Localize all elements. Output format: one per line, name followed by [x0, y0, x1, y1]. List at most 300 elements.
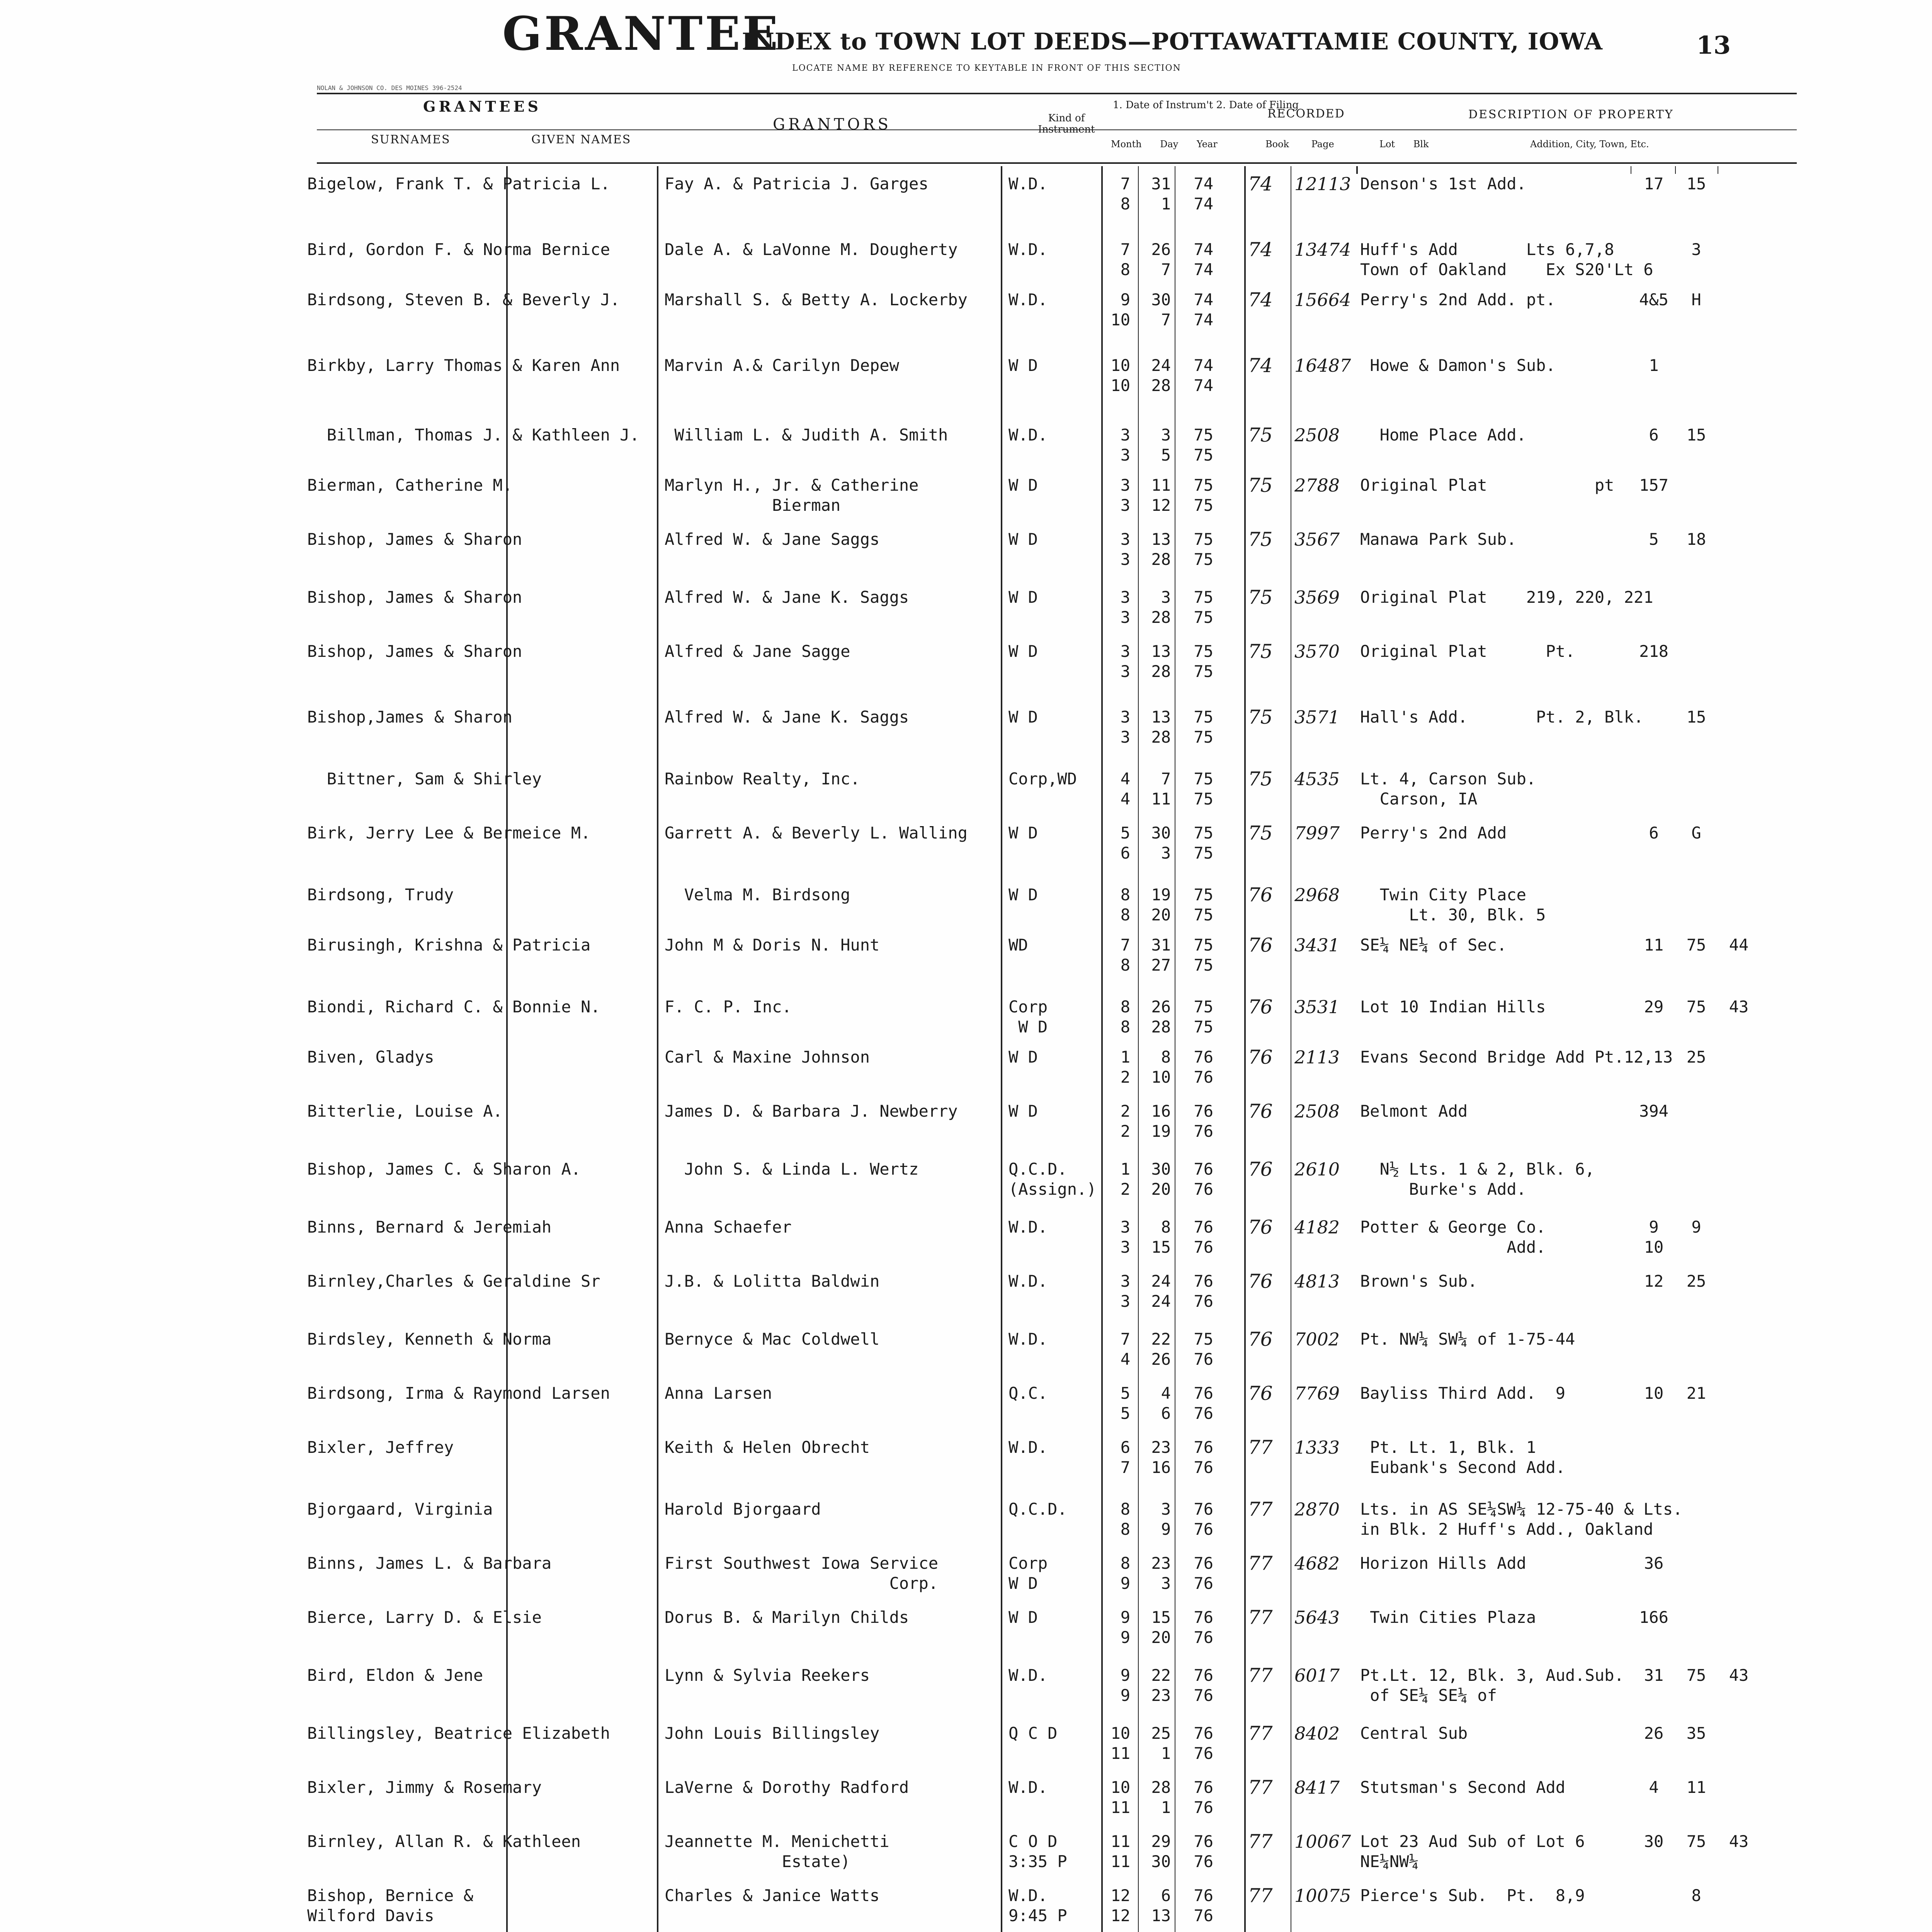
recorded-page: 3570 [1294, 641, 1932, 1932]
property-description: Lot 23 Aud Sub of Lot 6 NE¼NW¼ [1360, 1832, 1585, 1871]
recorded-page: 10075 [1294, 1886, 1932, 1932]
lot-number: 6 [1649, 823, 1659, 842]
month: 3 3 [1120, 588, 1130, 627]
lot-number: 10 [1644, 1384, 1664, 1403]
year: 76 76 [1194, 1048, 1213, 1087]
day: 7 11 [1151, 769, 1171, 808]
recorded-page: 2788 [1294, 475, 1932, 1932]
day: 31 1 [1151, 174, 1171, 213]
year: 75 75 [1194, 935, 1213, 975]
recorded-book: 75 [1248, 424, 1273, 446]
recorded-book: 76 [1248, 1046, 1273, 1068]
month: 3 3 [1120, 1218, 1130, 1257]
property-description: Original Plat pt [1360, 476, 1614, 495]
recorded-book: 75 [1248, 586, 1273, 609]
range-number: 44 [1729, 935, 1749, 954]
recorded-book: 74 [1248, 289, 1273, 311]
block-number: 75 [1686, 997, 1706, 1016]
grantee-name: Birnley,Charles & Geraldine Sr [307, 1272, 600, 1291]
day: 13 28 [1151, 530, 1171, 569]
page-number: 13 [1696, 31, 1731, 60]
instrument-kind: W D [1009, 530, 1038, 549]
recorded-book: 75 [1248, 768, 1273, 790]
day: 4 6 [1161, 1384, 1171, 1423]
year: 75 75 [1194, 530, 1213, 569]
instrument-kind: Q.C.D. [1009, 1500, 1067, 1519]
block-number: 75 [1686, 1666, 1706, 1685]
day: 3 28 [1151, 588, 1171, 627]
year: 74 74 [1194, 356, 1213, 395]
col-lot-blk: Lot Blk [1379, 139, 1429, 150]
month: 1 2 [1120, 1160, 1130, 1199]
month: 10 11 [1111, 1778, 1130, 1817]
recorded-book: 77 [1248, 1722, 1273, 1745]
lot-number: 11 [1644, 935, 1664, 954]
table-row [0, 475, 1932, 522]
property-description: Lot 10 Indian Hills [1360, 997, 1546, 1016]
block-number: 25 [1686, 1048, 1706, 1066]
grantee-name: Bierce, Larry D. & Elsie [307, 1608, 542, 1627]
grantor-name: Bernyce & Mac Coldwell [665, 1330, 880, 1349]
month: 3 3 [1120, 707, 1130, 747]
month: 5 6 [1120, 823, 1130, 862]
recorded-page: 6017 [1294, 1665, 1932, 1932]
recorded-page: 7769 [1294, 1383, 1932, 1932]
recorded-page: 3569 [1294, 587, 1932, 1932]
property-description: Horizon Hills Add [1360, 1554, 1526, 1573]
recorded-page: 5643 [1294, 1607, 1932, 1932]
table-row [0, 1329, 1932, 1376]
year: 76 76 [1194, 1778, 1213, 1817]
recorded-page: 4182 [1294, 1217, 1932, 1932]
property-description: Howe & Damon's Sub. [1360, 356, 1556, 375]
recorded-book: 76 [1248, 1382, 1273, 1405]
recorded-book: 75 [1248, 474, 1273, 497]
recorded-page: 2508 [1294, 425, 1932, 1932]
day: 13 28 [1151, 642, 1171, 681]
property-description: Lt. 4, Carson Sub. Carson, IA [1360, 769, 1536, 808]
lot-number: 12 [1644, 1272, 1664, 1291]
block-number: 11 [1686, 1778, 1706, 1797]
grantor-name: Rainbow Realty, Inc. [665, 769, 860, 788]
day: 22 26 [1151, 1330, 1171, 1369]
col-grantees: GRANTEES [423, 98, 541, 115]
table-row [0, 1886, 1932, 1932]
property-description: Potter & George Co. Add. [1360, 1218, 1546, 1257]
grantee-name: Billman, Thomas J. & Kathleen J. [307, 425, 639, 444]
grantor-name: James D. & Barbara J. Newberry [665, 1102, 958, 1121]
recorded-book: 76 [1248, 934, 1273, 956]
col-description: DESCRIPTION OF PROPERTY [1468, 108, 1674, 121]
grantor-name: Fay A. & Patricia J. Garges [665, 174, 929, 193]
year: 76 76 [1194, 1218, 1213, 1257]
table-row [0, 935, 1932, 981]
printer-imprint: NOLAN & JOHNSON CO. DES MOINES 396-2524 [317, 84, 462, 92]
recorded-book: 77 [1248, 1664, 1273, 1687]
grantor-name: John Louis Billingsley [665, 1724, 880, 1743]
grantee-name: Binns, Bernard & Jeremiah [307, 1218, 552, 1236]
grantor-name: Marshall S. & Betty A. Lockerby [665, 290, 968, 309]
index-subtitle: INDEX to TOWN LOT DEEDS—POTTAWATTAMIE COUNTY, IOWA [742, 28, 1603, 55]
lot-number: 36 [1644, 1554, 1664, 1573]
grantor-name: Marlyn H., Jr. & Catherine Bierman [665, 476, 919, 515]
grantee-name: Bixler, Jeffrey [307, 1438, 454, 1457]
day: 30 20 [1151, 1160, 1171, 1199]
month: 8 9 [1120, 1554, 1130, 1593]
table-row [0, 1832, 1932, 1878]
grantee-name: Bird, Gordon F. & Norma Bernice [307, 240, 610, 259]
recorded-page: 7002 [1294, 1329, 1932, 1932]
month: 1 2 [1120, 1048, 1130, 1087]
year: 75 75 [1194, 588, 1213, 627]
table-row [0, 1723, 1932, 1770]
day: 26 7 [1151, 240, 1171, 279]
table-row [0, 529, 1932, 576]
instrument-kind: W D [1009, 885, 1038, 904]
grantor-name: Lynn & Sylvia Reekers [665, 1666, 870, 1685]
instrument-kind: C O D 3:35 P [1009, 1832, 1067, 1871]
table-row [0, 355, 1932, 402]
day: 24 28 [1151, 356, 1171, 395]
table-row [0, 1553, 1932, 1600]
property-description: Pt.Lt. 12, Blk. 3, Aud.Sub. of SE¼ SE¼ of [1360, 1666, 1624, 1705]
recorded-book: 74 [1248, 173, 1273, 195]
day: 6 13 [1151, 1886, 1171, 1925]
lot-number: 1 [1649, 356, 1659, 375]
block-number: 75 [1686, 1832, 1706, 1851]
property-description: Twin City Place Lt. 30, Blk. 5 [1379, 885, 1546, 924]
table-row [0, 1383, 1932, 1430]
lot-number: 9 10 [1644, 1218, 1664, 1257]
year: 76 76 [1194, 1272, 1213, 1311]
range-number: 43 [1729, 997, 1749, 1016]
lot-number: 157 [1639, 476, 1668, 495]
grantee-name: Bitterlie, Louise A. [307, 1102, 503, 1121]
table-row [0, 174, 1932, 220]
col-book-page: Book Page [1265, 139, 1334, 150]
grantee-name: Birdsong, Trudy [307, 885, 454, 904]
month: 10 11 [1111, 1724, 1130, 1763]
instrument-kind: W.D. [1009, 1438, 1048, 1457]
instrument-kind: W D [1009, 476, 1038, 495]
table-row [0, 425, 1932, 471]
month: 10 10 [1111, 356, 1130, 395]
block-number: 21 [1686, 1384, 1706, 1403]
block-number: G [1691, 823, 1701, 842]
month: 5 5 [1120, 1384, 1130, 1423]
year: 75 75 [1194, 769, 1213, 808]
recorded-book: 77 [1248, 1830, 1273, 1853]
block-number: 15 [1686, 425, 1706, 444]
month: 3 3 [1120, 476, 1130, 515]
col-surnames: SURNAMES [371, 133, 451, 146]
month: 3 3 [1120, 1272, 1130, 1311]
recorded-page: 2968 [1294, 885, 1932, 1932]
property-description: Home Place Add. [1360, 425, 1526, 444]
property-description: Pt. NW¼ SW¼ of 1-75-44 [1360, 1330, 1575, 1349]
range-number: 43 [1729, 1832, 1749, 1851]
grantor-name: Anna Larsen [665, 1384, 772, 1403]
index-title: GRANTEE [502, 7, 781, 61]
property-description: Brown's Sub. [1360, 1272, 1478, 1291]
lot-number: 394 [1639, 1102, 1668, 1121]
year: 76 76 [1194, 1554, 1213, 1593]
grantor-name: Alfred & Jane Sagge [665, 642, 850, 661]
block-number: 15 [1686, 707, 1706, 726]
recorded-book: 76 [1248, 1328, 1273, 1350]
grantee-name: Biven, Gladys [307, 1048, 434, 1066]
day: 25 1 [1151, 1724, 1171, 1763]
grantee-name: Birdsley, Kenneth & Norma [307, 1330, 552, 1349]
recorded-book: 74 [1248, 354, 1273, 377]
table-row [0, 240, 1932, 286]
lot-number: 4&5 [1639, 290, 1668, 309]
recorded-page: 3571 [1294, 707, 1932, 1932]
recorded-book: 77 [1248, 1606, 1273, 1629]
month: 3 3 [1120, 425, 1130, 464]
year: 75 75 [1194, 425, 1213, 464]
recorded-page: 3531 [1294, 997, 1932, 1932]
rule-mid [317, 129, 1797, 130]
grantor-name: Keith & Helen Obrecht [665, 1438, 870, 1457]
lot-number: 31 [1644, 1666, 1664, 1685]
lot-number: 166 [1639, 1608, 1668, 1627]
recorded-page: 2113 [1294, 1047, 1932, 1932]
recorded-page: 3431 [1294, 935, 1932, 1932]
month: 4 4 [1120, 769, 1130, 808]
lot-number: 26 [1644, 1724, 1664, 1743]
locate-instructions: LOCATE NAME BY REFERENCE TO KEYTABLE IN FRONT OF THIS SECTION [792, 63, 1181, 73]
property-description: Stutsman's Second Add [1360, 1778, 1566, 1797]
year: 74 74 [1194, 174, 1213, 213]
lot-number: 30 [1644, 1832, 1664, 1851]
year: 75 76 [1194, 1330, 1213, 1369]
day: 13 28 [1151, 707, 1171, 747]
day: 19 20 [1151, 885, 1171, 924]
table-row [0, 823, 1932, 869]
grantee-name: Birdsong, Steven B. & Beverly J. [307, 290, 620, 309]
recorded-book: 77 [1248, 1776, 1273, 1799]
block-number: 75 [1686, 935, 1706, 954]
year: 76 76 [1194, 1886, 1213, 1925]
property-description: Manawa Park Sub. [1360, 530, 1517, 549]
grantee-name: Bishop, James & Sharon [307, 642, 522, 661]
property-description: Pierce's Sub. Pt. 8,9 [1360, 1886, 1585, 1905]
day: 24 24 [1151, 1272, 1171, 1311]
block-number: 3 [1691, 240, 1701, 259]
month: 2 2 [1120, 1102, 1130, 1141]
table-row [0, 1607, 1932, 1654]
property-description: Lts. in AS SE¼SW¼ 12-75-40 & Lts. in Blk. 2 Huff's Add., Oakland [1360, 1500, 1683, 1539]
grantee-name: Bjorgaard, Virginia [307, 1500, 493, 1519]
table-row [0, 641, 1932, 688]
property-description: Bayliss Third Add. 9 [1360, 1384, 1566, 1403]
col-given-names: GIVEN NAMES [531, 133, 631, 146]
recorded-page: 2508 [1294, 1101, 1932, 1932]
recorded-book: 77 [1248, 1552, 1273, 1575]
grantee-name: Bigelow, Frank T. & Patricia L. [307, 174, 610, 193]
recorded-page: 7997 [1294, 823, 1932, 1932]
month: 11 11 [1111, 1832, 1130, 1871]
instrument-kind: Q.C. [1009, 1384, 1048, 1403]
property-description: Original Plat Pt. [1360, 642, 1575, 661]
grantor-name: Dorus B. & Marilyn Childs [665, 1608, 909, 1627]
grantee-name: Bird, Eldon & Jene [307, 1666, 483, 1685]
instrument-kind: W D [1009, 1608, 1038, 1627]
instrument-kind: W D [1009, 707, 1038, 726]
recorded-book: 76 [1248, 1158, 1273, 1180]
year: 75 75 [1194, 642, 1213, 681]
recorded-book: 75 [1248, 706, 1273, 728]
table-row [0, 1777, 1932, 1824]
grantee-name: Birdsong, Irma & Raymond Larsen [307, 1384, 610, 1403]
property-description: N½ Lts. 1 & 2, Blk. 6, Burke's Add. [1379, 1160, 1595, 1199]
month: 8 8 [1120, 885, 1130, 924]
instrument-kind: WD [1009, 935, 1028, 954]
day: 16 19 [1151, 1102, 1171, 1141]
instrument-kind: W.D. [1009, 174, 1048, 193]
recorded-book: 75 [1248, 528, 1273, 551]
grantee-name: Bierman, Catherine M. [307, 476, 513, 495]
month: 8 8 [1120, 1500, 1130, 1539]
grantor-name: Anna Schaefer [665, 1218, 792, 1236]
recorded-page: 4682 [1294, 1553, 1932, 1932]
recorded-book: 77 [1248, 1436, 1273, 1459]
month: 7 8 [1120, 240, 1130, 279]
recorded-page: 13474 [1294, 240, 1932, 1932]
day: 3 5 [1161, 425, 1171, 464]
instrument-kind: Corp W D [1009, 997, 1048, 1036]
instrument-kind: W D [1009, 1048, 1038, 1066]
recorded-page: 3567 [1294, 529, 1932, 1932]
instrument-kind: W.D. 9:45 P [1009, 1886, 1067, 1925]
table-row [0, 769, 1932, 815]
instrument-kind: W.D. [1009, 1272, 1048, 1291]
property-description: Denson's 1st Add. [1360, 174, 1526, 193]
recorded-book: 74 [1248, 238, 1273, 261]
property-description: Twin Cities Plaza [1360, 1608, 1536, 1627]
col-month-day-year: Month Day Year [1111, 139, 1218, 150]
day: 30 3 [1151, 823, 1171, 862]
recorded-book: 77 [1248, 1498, 1273, 1520]
day: 3 9 [1161, 1500, 1171, 1539]
grantor-name: Alfred W. & Jane K. Saggs [665, 588, 909, 607]
grantor-name: Charles & Janice Watts [665, 1886, 880, 1905]
table-row [0, 587, 1932, 634]
month: 7 4 [1120, 1330, 1130, 1369]
grantor-name: Harold Bjorgaard [665, 1500, 821, 1519]
month: 9 9 [1120, 1666, 1130, 1705]
day: 30 7 [1151, 290, 1171, 329]
grantee-name: Birnley, Allan R. & Kathleen [307, 1832, 581, 1851]
instrument-kind: W D [1009, 642, 1038, 661]
recorded-book: 77 [1248, 1884, 1273, 1907]
month: 6 7 [1120, 1438, 1130, 1477]
lot-number: 218 [1639, 642, 1668, 661]
col-kind: Kind of Instrument [1038, 112, 1095, 135]
grantee-name: Bishop, Bernice & Wilford Davis [307, 1886, 473, 1925]
table-row [0, 1499, 1932, 1546]
year: 75 75 [1194, 997, 1213, 1036]
col-grantors: GRANTORS [773, 116, 891, 133]
property-description: Pt. Lt. 1, Blk. 1 Eubank's Second Add. [1370, 1438, 1566, 1477]
recorded-book: 75 [1248, 822, 1273, 844]
instrument-kind: W D [1009, 823, 1038, 842]
instrument-kind: W.D. [1009, 1778, 1048, 1797]
grantee-name: Biondi, Richard C. & Bonnie N. [307, 997, 600, 1016]
year: 76 76 [1194, 1724, 1213, 1763]
year: 75 75 [1194, 885, 1213, 924]
lot-number: 6 [1649, 425, 1659, 444]
property-description: Huff's Add Lts 6,7,8 Town of Oakland Ex S20'Lt 6 [1360, 240, 1653, 279]
day: 15 20 [1151, 1608, 1171, 1647]
year: 76 76 [1194, 1500, 1213, 1539]
recorded-page: 1333 [1294, 1437, 1932, 1932]
year: 75 75 [1194, 707, 1213, 747]
recorded-book: 76 [1248, 884, 1273, 906]
grantor-name: Carl & Maxine Johnson [665, 1048, 870, 1066]
year: 76 76 [1194, 1438, 1213, 1477]
block-number: 9 [1691, 1218, 1701, 1236]
instrument-kind: W.D. [1009, 1218, 1048, 1236]
recorded-page: 8402 [1294, 1723, 1932, 1932]
recorded-page: 4813 [1294, 1271, 1932, 1932]
month: 7 8 [1120, 174, 1130, 213]
instrument-kind: W D [1009, 356, 1038, 375]
block-number: H [1691, 290, 1701, 309]
month: 8 8 [1120, 997, 1130, 1036]
day: 8 15 [1151, 1218, 1171, 1257]
grantor-name: John S. & Linda L. Wertz [665, 1160, 919, 1179]
recorded-page: 8417 [1294, 1777, 1932, 1932]
recorded-page: 2870 [1294, 1499, 1932, 1932]
grantor-name: John M & Doris N. Hunt [665, 935, 880, 954]
col-dates: 1. Date of Instrum't 2. Date of Filing [1113, 99, 1299, 111]
grantor-name: Dale A. & LaVonne M. Dougherty [665, 240, 958, 259]
year: 74 74 [1194, 240, 1213, 279]
day: 23 3 [1151, 1554, 1171, 1593]
month: 3 3 [1120, 530, 1130, 569]
property-description: SE¼ NE¼ of Sec. [1360, 935, 1507, 954]
grantee-name: Bishop, James C. & Sharon A. [307, 1160, 581, 1179]
recorded-page: 2610 [1294, 1159, 1932, 1932]
day: 28 1 [1151, 1778, 1171, 1817]
year: 76 76 [1194, 1384, 1213, 1423]
grantee-name: Birk, Jerry Lee & Bermeice M. [307, 823, 591, 842]
day: 11 12 [1151, 476, 1171, 515]
range-number: 43 [1729, 1666, 1749, 1685]
block-number: 15 [1686, 174, 1706, 193]
instrument-kind: W D [1009, 1102, 1038, 1121]
instrument-kind: Corp W D [1009, 1554, 1048, 1593]
instrument-kind: Q.C.D. (Assign.) [1009, 1160, 1097, 1199]
grantor-name: Velma M. Birdsong [665, 885, 850, 904]
block-number: 35 [1686, 1724, 1706, 1743]
year: 76 76 [1194, 1608, 1213, 1647]
instrument-kind: Q C D [1009, 1724, 1058, 1743]
month: 12 12 [1111, 1886, 1130, 1925]
grantor-name: Marvin A.& Carilyn Depew [665, 356, 899, 375]
year: 76 76 [1194, 1666, 1213, 1705]
grantee-name: Bishop,James & Sharon [307, 707, 513, 726]
grantor-name: Alfred W. & Jane Saggs [665, 530, 880, 549]
grantee-name: Bishop, James & Sharon [307, 530, 522, 549]
recorded-page: 16487 [1294, 355, 1932, 1932]
table-row [0, 1047, 1932, 1094]
table-row [0, 290, 1932, 336]
instrument-kind: Corp,WD [1009, 769, 1077, 788]
property-description: Hall's Add. Pt. 2, Blk. [1360, 707, 1644, 726]
